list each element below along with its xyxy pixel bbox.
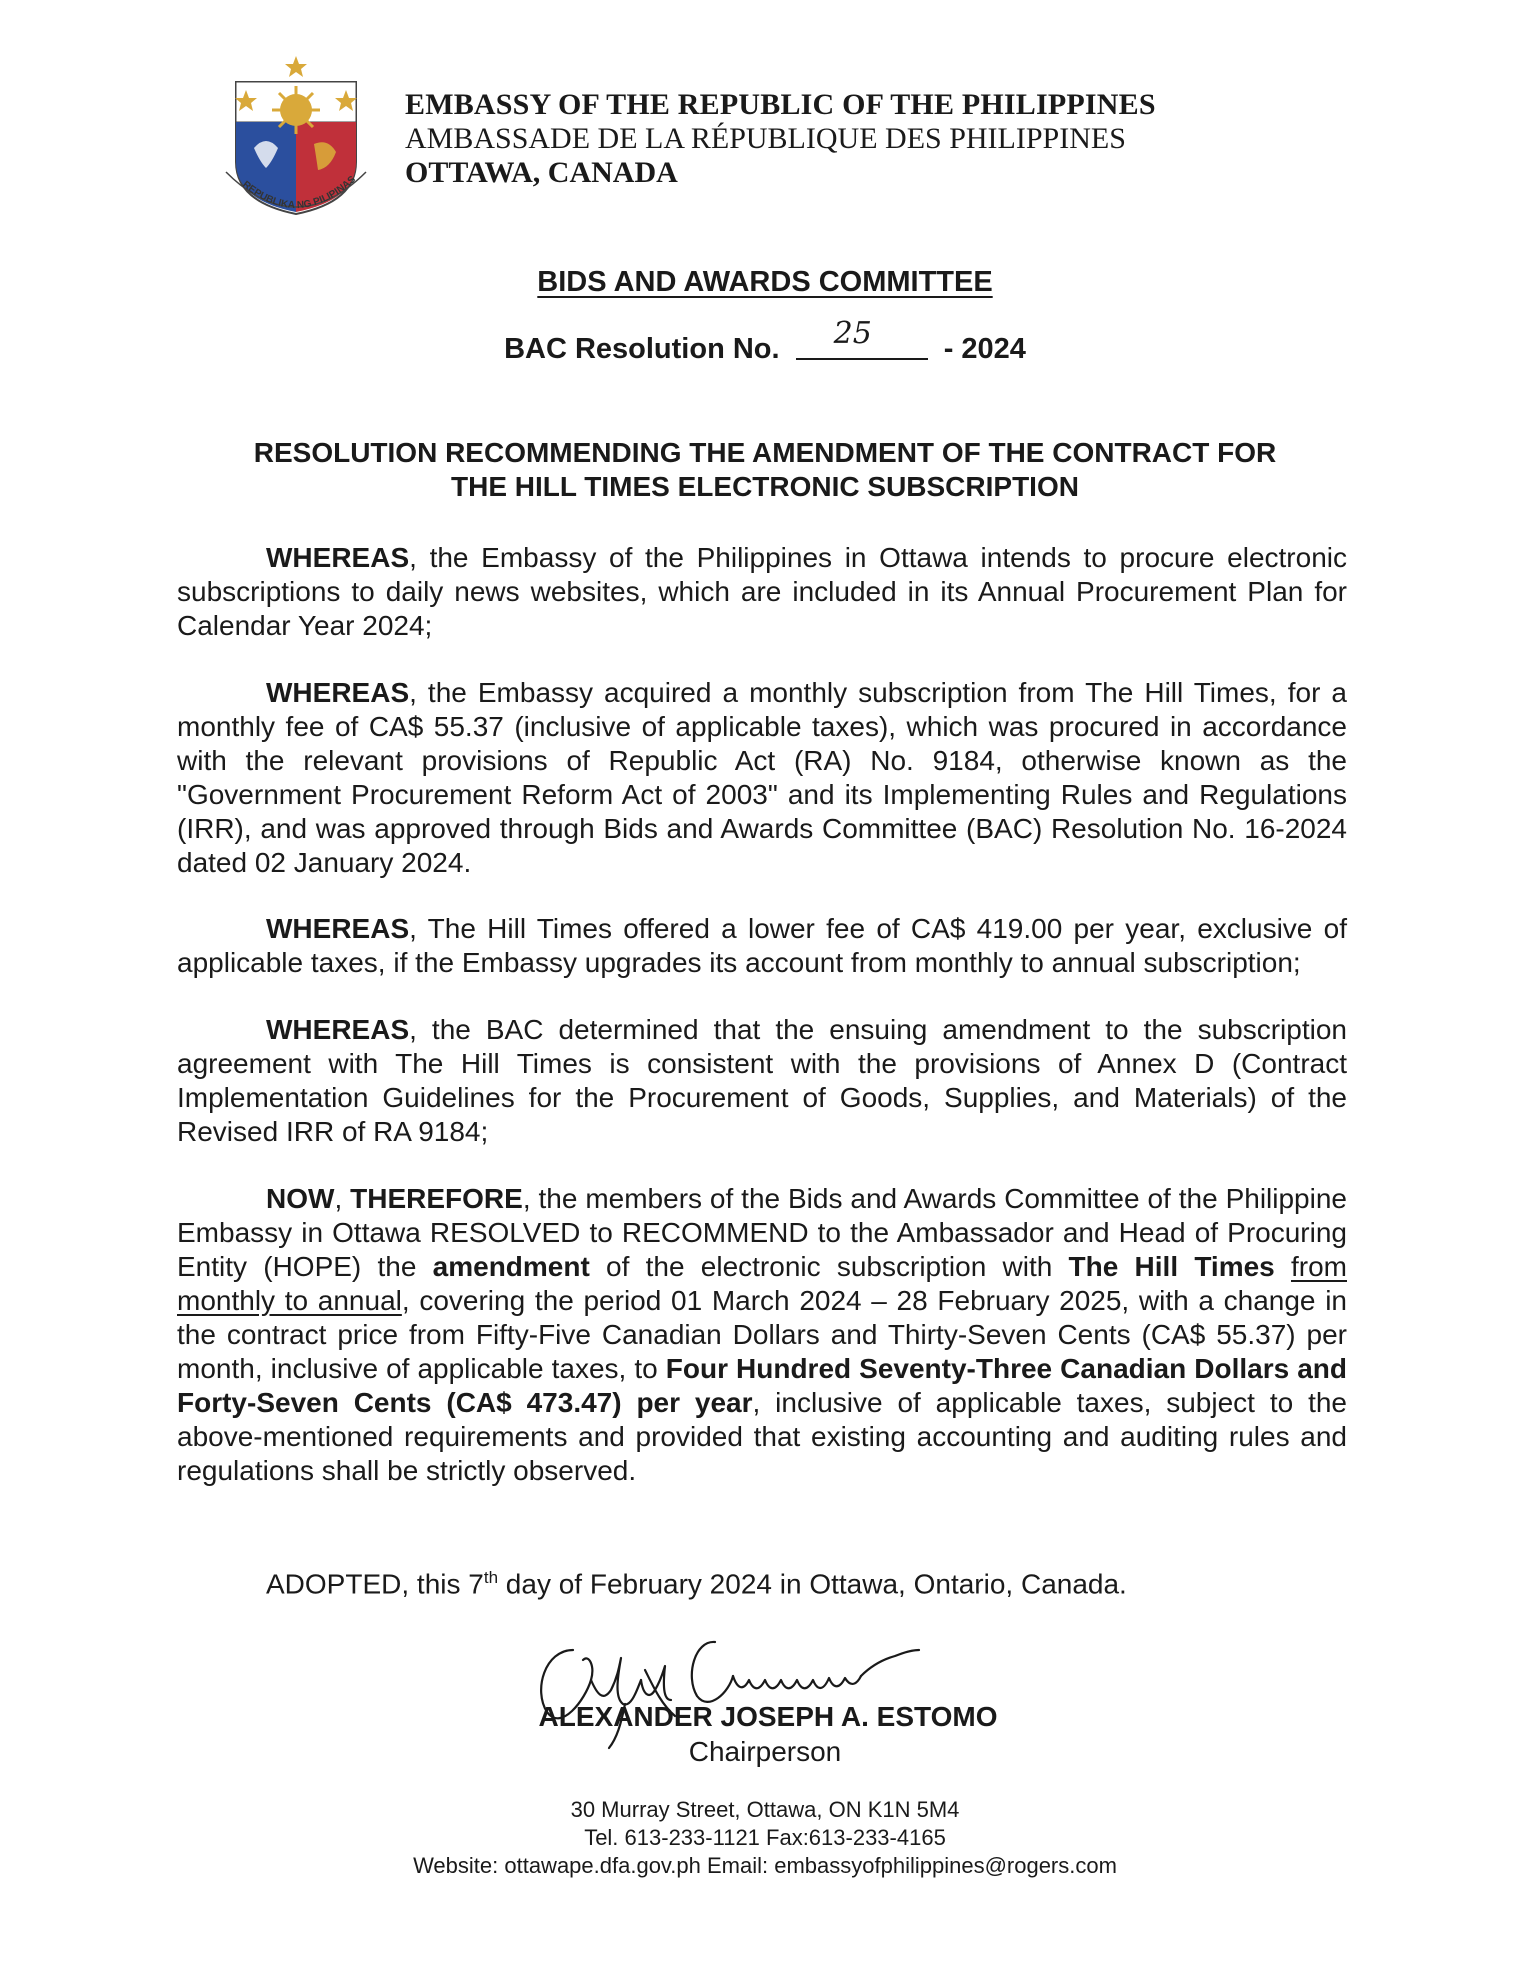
footer <box>0 1796 1530 1880</box>
whereas-paragraph-4 <box>177 1013 1347 1149</box>
committee-title: BIDS AND AWARDS COMMITTEE <box>537 266 993 298</box>
whereas-paragraph-2 <box>177 676 1347 880</box>
resolution-body <box>177 541 1347 1521</box>
paragraph-text: , the BAC determined that the ensuing amendment to the subscription agreement with The Hill Times is consistent with the provisions of Annex D (Contract Implementation Guidelines for the Procurement of Goods, Supplies, and Materials) of the Revised IRR of RA 9184; <box>177 1014 1347 1147</box>
term-change-underlined: from monthly to annual <box>177 1251 1347 1316</box>
resolved-paragraph <box>177 1182 1347 1488</box>
signatory-role: Chairperson <box>688 1736 842 1767</box>
resolution-number <box>0 316 1530 366</box>
amendment-bold: amendment <box>432 1251 590 1282</box>
handwritten-number: 25 <box>833 316 872 351</box>
whereas-lead: WHEREAS <box>266 542 410 573</box>
vendor-bold: The Hill Times <box>1068 1251 1275 1282</box>
now-lead: NOW <box>266 1183 335 1214</box>
title-line-1: RESOLUTION RECOMMENDING THE AMENDMENT OF THE CONTRACT FOR <box>253 437 1277 468</box>
title-line-2: THE HILL TIMES ELECTRONIC SUBSCRIPTION <box>451 471 1079 502</box>
resolution-year: - 2024 <box>943 333 1026 365</box>
adopted-pre: ADOPTED, this 7 <box>266 1568 484 1600</box>
whereas-lead: WHEREAS <box>266 913 410 944</box>
therefore-lead: THEREFORE <box>350 1183 523 1214</box>
seal-text: REPUBLIKA NG PILIPINAS <box>240 174 358 212</box>
letterhead <box>405 88 1156 190</box>
paragraph-text: of the electronic subscription with <box>589 1251 1069 1282</box>
embassy-name-fr: AMBASSADE DE LA RÉPUBLIQUE DES PHILIPPINES <box>405 122 1126 155</box>
resolution-label: BAC Resolution No. <box>504 333 780 365</box>
embassy-location: OTTAWA, CANADA <box>405 156 678 189</box>
whereas-paragraph-3 <box>177 912 1347 980</box>
footer-address: 30 Murray Street, Ottawa, ON K1N 5M4 <box>570 1797 960 1822</box>
whereas-lead: WHEREAS <box>266 1014 410 1045</box>
paragraph-text: , the Embassy of the Philippines in Ottawa intends to procure electronic subscriptions to daily news websites, which are included in its Annual Procurement Plan for Calendar Year 2024; <box>177 542 1347 641</box>
adopted-post: day of February 2024 in Ottawa, Ontario, Canada. <box>498 1568 1127 1600</box>
paragraph-text: , The Hill Times offered a lower fee of CA$ 419.00 per year, exclusive of applicable taxes, if the Embassy upgrades its account from monthly to annual subscription; <box>177 913 1347 978</box>
committee-heading <box>0 266 1530 299</box>
space <box>1275 1251 1291 1282</box>
footer-web-email: Website: ottawape.dfa.gov.ph Email: embassyofphilippines@rogers.com <box>413 1853 1117 1878</box>
embassy-name-en: EMBASSY OF THE REPUBLIC OF THE PHILIPPINES <box>405 88 1156 121</box>
new-price-bold: Four Hundred Seventy-Three Canadian Dollars and Forty-Seven Cents (CA$ 473.47) per year <box>177 1353 1348 1418</box>
signatory-block <box>0 1700 1530 1770</box>
ordinal-suffix: th <box>483 1568 499 1587</box>
whereas-paragraph-1 <box>177 541 1347 643</box>
paragraph-text: , the Embassy acquired a monthly subscription from The Hill Times, for a monthly fee of CA$ 55.37 (inclusive of applicable taxes), which was procured in accordance with the relevant provisions of Republic Act (RA) No. 9184, otherwise known as the "Government Procurement Reform Act of 2003" and its Implementing Rules and Regulations (IRR), and was approved through Bids and Awards Committee (BAC) Resolution No. 16-2024 dated 02 January 2024. <box>177 677 1347 878</box>
paragraph-text: , covering the period 01 March 2024 – 28 February 2025, with a change in the contract price from Fifty-Five Canadian Dollars and Thirty-Seven Cents (CA$ 55.37) per month, inclusive of applicable taxes, to <box>177 1285 1347 1384</box>
whereas-lead: WHEREAS <box>266 677 410 708</box>
separator: , <box>334 1183 351 1214</box>
paragraph-text: , inclusive of applicable taxes, subject to the above-mentioned requirements and provided that existing accounting and auditing rules and regulations shall be strictly observed. <box>177 1387 1347 1486</box>
resolution-number-blank <box>796 316 928 360</box>
footer-phone: Tel. 613-233-1121 Fax:613-233-4165 <box>584 1825 946 1850</box>
resolution-title <box>0 436 1530 504</box>
paragraph-text: , the members of the Bids and Awards Committee of the Philippine Embassy in Ottawa RESOLVED to RECOMMEND to the Ambassador and Head of Procuring Entity (HOPE) the <box>177 1183 1347 1282</box>
philippine-seal-icon <box>222 52 370 230</box>
signatory-name: ALEXANDER JOSEPH A. ESTOMO <box>538 1701 998 1732</box>
adoption-statement <box>266 1568 1127 1600</box>
